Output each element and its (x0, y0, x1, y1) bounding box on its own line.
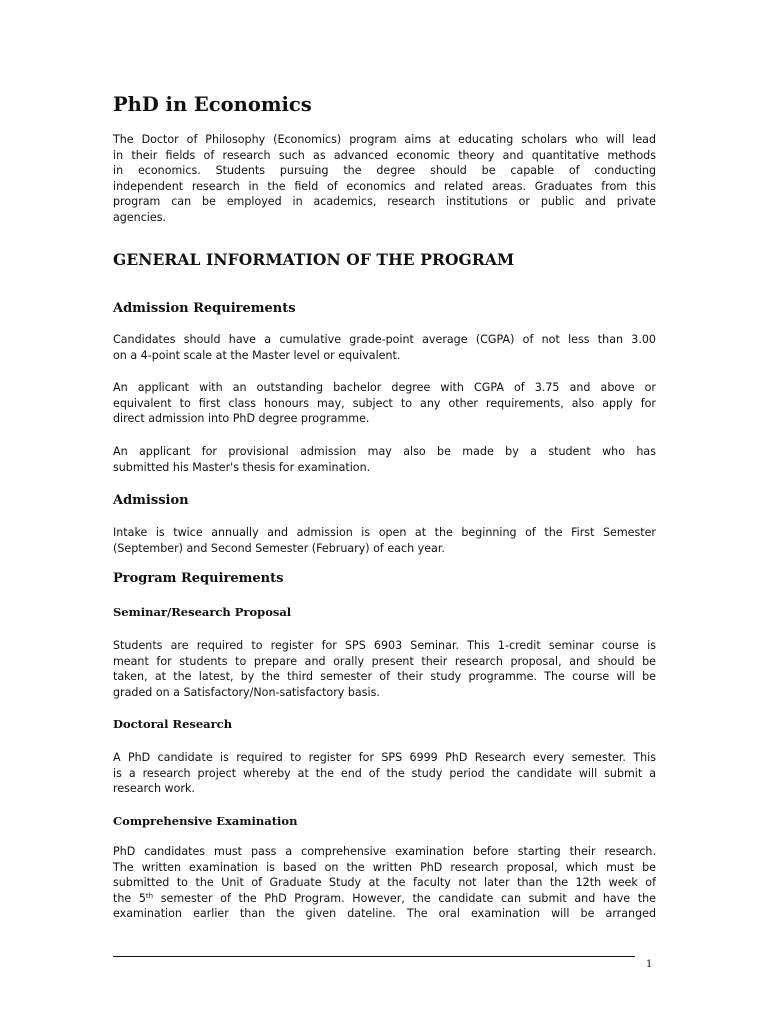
intro-paragraph (113, 132, 656, 225)
admission-requirements-paragraph-3 (113, 444, 656, 475)
text-line: (September) and Second Semester (February) of each year. (113, 541, 445, 555)
text-line: research work. (113, 782, 195, 795)
text-line: agencies. (113, 210, 167, 224)
text-line: The written examination is based on the written PhD research proposal, which must be (113, 860, 656, 874)
text-line: PhD candidates must pass a comprehensive examination before starting their research. (113, 845, 656, 858)
text-line: in economics. Students pursuing the degree should be capable of conducting (113, 164, 656, 177)
comprehensive-exam-heading: Comprehensive Examination (113, 814, 298, 828)
section-heading: GENERAL INFORMATION OF THE PROGRAM (113, 250, 515, 269)
text-line: direct admission into PhD degree programme. (113, 412, 370, 425)
text-line: A PhD candidate is required to register for SPS 6999 PhD Research every semester. This (113, 751, 656, 764)
text-line: The Doctor of Philosophy (Economics) program aims at educating scholars who will lead (113, 133, 656, 146)
admission-heading: Admission (113, 493, 189, 508)
text-line: is a research project whereby at the end of the study period the candidate will submit a (113, 766, 656, 780)
text-line: equivalent to first class honours may, subject to any other requirements, also apply for (113, 396, 656, 410)
text-line: independent research in the field of economics and related areas. Graduates from this (113, 179, 656, 193)
text-line: program can be employed in academics, research institutions or public and private (113, 195, 656, 208)
comprehensive-exam-paragraph (113, 844, 656, 922)
text-line: examination earlier than the given dateline. The oral examination will be arranged (113, 907, 656, 920)
text-line: An applicant for provisional admission may also be made by a student who has (113, 445, 656, 458)
admission-paragraph (113, 525, 656, 556)
text-line: Candidates should have a cumulative grade-point average (CGPA) of not less than 3.00 (113, 333, 656, 346)
text-line: taken, at the latest, by the third semester of their study programme. The course will be (113, 670, 656, 683)
page-title: PhD in Economics (113, 93, 312, 116)
admission-requirements-heading: Admission Requirements (113, 301, 296, 316)
text-line: Intake is twice annually and admission is open at the beginning of the First Semester (113, 526, 656, 539)
text-line: meant for students to prepare and orally present their research proposal, and should be (113, 654, 656, 668)
text-line: on a 4-point scale at the Master level or equivalent. (113, 348, 401, 362)
text-line: Students are required to register for SPS 6903 Seminar. This 1-credit seminar course is (113, 639, 656, 652)
text-line: An applicant with an outstanding bachelor degree with CGPA of 3.75 and above or (113, 381, 656, 394)
admission-requirements-paragraph-2 (113, 380, 656, 427)
text-line: submitted his Master's thesis for examination. (113, 460, 371, 474)
text-line: in their fields of research such as advanced economic theory and quantitative methods (113, 148, 656, 162)
ordinal-superscript: th (145, 891, 154, 900)
ordinal-line-rest: semester of the PhD Program. However, the candidate can submit and have the (160, 891, 656, 905)
admission-requirements-paragraph-1 (113, 332, 656, 363)
seminar-heading: Seminar/Research Proposal (113, 605, 292, 619)
page-number: 1 (646, 959, 653, 970)
text-line-with-ordinal (113, 891, 656, 907)
footer-rule (113, 956, 635, 957)
text-line: graded on a Satisfactory/Non-satisfactory basis. (113, 685, 380, 699)
doctoral-research-heading: Doctoral Research (113, 717, 233, 731)
ordinal-prefix: the 5 (113, 891, 146, 905)
program-requirements-heading: Program Requirements (113, 571, 284, 586)
text-line: submitted to the Unit of Graduate Study at the faculty not later than the 12th week of (113, 876, 656, 889)
doctoral-research-paragraph (113, 750, 656, 797)
seminar-paragraph (113, 638, 656, 700)
